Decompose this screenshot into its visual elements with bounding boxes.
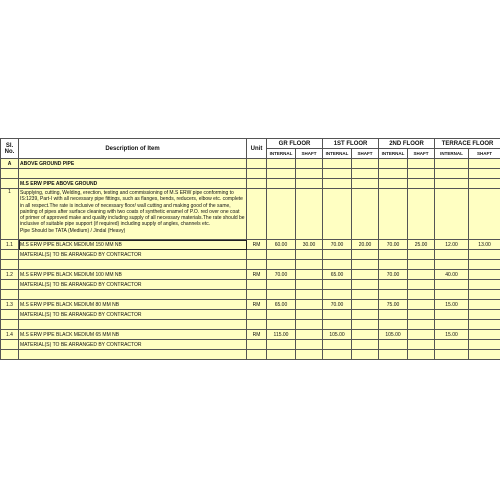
qty-gr-internal[interactable]: 70.00	[267, 270, 296, 280]
table-row-item	[1, 300, 500, 310]
qty-f1-shaft[interactable]: 20.00	[352, 240, 379, 250]
material-note[interactable]: MATERIAL(S) TO BE ARRANGED BY CONTRACTOR	[19, 310, 247, 320]
qty-f1-internal[interactable]: 70.00	[323, 300, 352, 310]
table-row	[1, 290, 500, 300]
qty-gr-shaft[interactable]	[296, 330, 323, 340]
item-rows	[1, 240, 500, 360]
item-note: Pipe Should be TATA (Medium) / Jindal (Heavy)	[20, 227, 126, 234]
header-1st-internal[interactable]: INTERNAL	[323, 149, 352, 159]
table-row-material	[1, 250, 500, 260]
header-2nd-floor[interactable]: 2ND FLOOR	[379, 139, 435, 149]
header-row-floors	[1, 139, 500, 149]
header-description[interactable]: Description of Item	[19, 139, 247, 159]
item-unit[interactable]: RM	[247, 300, 267, 310]
qty-f2-shaft[interactable]: 25.00	[408, 240, 435, 250]
material-note[interactable]: MATERIAL(S) TO BE ARRANGED BY CONTRACTOR	[19, 340, 247, 350]
item-description[interactable]: M.S ERW PIPE BLACK MEDIUM 65 MM NB	[19, 330, 247, 340]
item-no[interactable]: 1	[1, 189, 19, 240]
item-no[interactable]: 1.2	[1, 270, 19, 280]
header-unit[interactable]: Unit	[247, 139, 267, 159]
material-note[interactable]: MATERIAL(S) TO BE ARRANGED BY CONTRACTOR	[19, 250, 247, 260]
qty-gr-shaft[interactable]: 30.00	[296, 240, 323, 250]
item-unit[interactable]: RM	[247, 330, 267, 340]
section-code[interactable]: A	[1, 159, 19, 169]
item-no[interactable]: 1.4	[1, 330, 19, 340]
item-description[interactable]	[19, 189, 247, 240]
qty-gr-internal[interactable]: 65.00	[267, 300, 296, 310]
material-note[interactable]: MATERIAL(S) TO BE ARRANGED BY CONTRACTOR	[19, 280, 247, 290]
table-row-item	[1, 270, 500, 280]
table-row-material	[1, 310, 500, 320]
item-no[interactable]: 1.1	[1, 240, 19, 250]
qty-f2-internal[interactable]: 70.00	[379, 240, 408, 250]
qty-f2-shaft[interactable]	[408, 300, 435, 310]
qty-gr-internal[interactable]: 115.00	[267, 330, 296, 340]
qty-t-shaft[interactable]	[469, 270, 500, 280]
header-1st-floor[interactable]: 1ST FLOOR	[323, 139, 379, 149]
qty-f2-internal[interactable]: 70.00	[379, 270, 408, 280]
item-description[interactable]: M.S ERW PIPE BLACK MEDIUM 150 MM NB	[19, 240, 247, 250]
header-2nd-internal[interactable]: INTERNAL	[379, 149, 408, 159]
table-row	[1, 350, 500, 360]
header-sl-no[interactable]: Sl. No.	[1, 139, 19, 159]
subsection-title[interactable]: M.S ERW PIPE ABOVE GROUND	[19, 179, 247, 189]
section-title[interactable]: ABOVE GROUND PIPE	[19, 159, 247, 169]
header-gr-floor[interactable]: GR FLOOR	[267, 139, 323, 149]
header-2nd-shaft[interactable]: SHAFT	[408, 149, 435, 159]
table-row	[1, 179, 500, 189]
item-description[interactable]: M.S ERW PIPE BLACK MEDIUM 100 MM NB	[19, 270, 247, 280]
table-row-item	[1, 330, 500, 340]
item-no[interactable]: 1.3	[1, 300, 19, 310]
qty-f1-internal[interactable]: 70.00	[323, 240, 352, 250]
header-gr-internal[interactable]: INTERNAL	[267, 149, 296, 159]
header-terrace-internal[interactable]: INTERNAL	[435, 149, 469, 159]
table-row-material	[1, 340, 500, 350]
header-terrace-shaft[interactable]: SHAFT	[469, 149, 500, 159]
qty-t-internal[interactable]: 40.00	[435, 270, 469, 280]
qty-f1-shaft[interactable]	[352, 270, 379, 280]
qty-f2-internal[interactable]: 105.00	[379, 330, 408, 340]
qty-gr-internal[interactable]: 60.00	[267, 240, 296, 250]
qty-f1-internal[interactable]: 105.00	[323, 330, 352, 340]
item-description[interactable]: M.S ERW PIPE BLACK MEDIUM 80 MM NB	[19, 300, 247, 310]
qty-t-shaft[interactable]	[469, 300, 500, 310]
table-row-item	[1, 240, 500, 250]
table-row	[1, 320, 500, 330]
qty-t-internal[interactable]: 15.00	[435, 300, 469, 310]
qty-f2-internal[interactable]: 75.00	[379, 300, 408, 310]
qty-gr-shaft[interactable]	[296, 300, 323, 310]
qty-f2-shaft[interactable]	[408, 330, 435, 340]
qty-f1-shaft[interactable]	[352, 300, 379, 310]
qty-t-shaft[interactable]: 13.00	[469, 240, 500, 250]
item-unit[interactable]: RM	[247, 240, 267, 250]
item-description-text: Supplying, cutting, Welding, erection, testing and commissioning of M.S ERW pipe conforming to IS:1239, Part-I with all necessary pipe fittings, such as flanges, bends, reducers, elbow etc. complete in all respect.The rate is inclusive of necessary floor/ wall cutting and making good of the same, painting of pipes after surface cleaning with two coats of synthetic enamel of P.O. red over one coat of primer of approved make and quality including supply of all necessary materials.The rate should be inclusive of suitable pipe support (if required) including supply of angles, channels etc.	[20, 190, 245, 228]
qty-t-shaft[interactable]	[469, 330, 500, 340]
table-row-material	[1, 280, 500, 290]
table-row-item-1	[1, 189, 500, 240]
bill-of-quantities-table	[0, 138, 500, 360]
qty-f1-internal[interactable]: 65.00	[323, 270, 352, 280]
qty-gr-shaft[interactable]	[296, 270, 323, 280]
item-unit[interactable]: RM	[247, 270, 267, 280]
qty-t-internal[interactable]: 12.00	[435, 240, 469, 250]
header-1st-shaft[interactable]: SHAFT	[352, 149, 379, 159]
table-row	[1, 159, 500, 169]
qty-f1-shaft[interactable]	[352, 330, 379, 340]
header-gr-shaft[interactable]: SHAFT	[296, 149, 323, 159]
qty-f2-shaft[interactable]	[408, 270, 435, 280]
table-row	[1, 169, 500, 179]
table-row	[1, 260, 500, 270]
header-terrace-floor[interactable]: TERRACE FLOOR	[435, 139, 500, 149]
qty-t-internal[interactable]: 15.00	[435, 330, 469, 340]
